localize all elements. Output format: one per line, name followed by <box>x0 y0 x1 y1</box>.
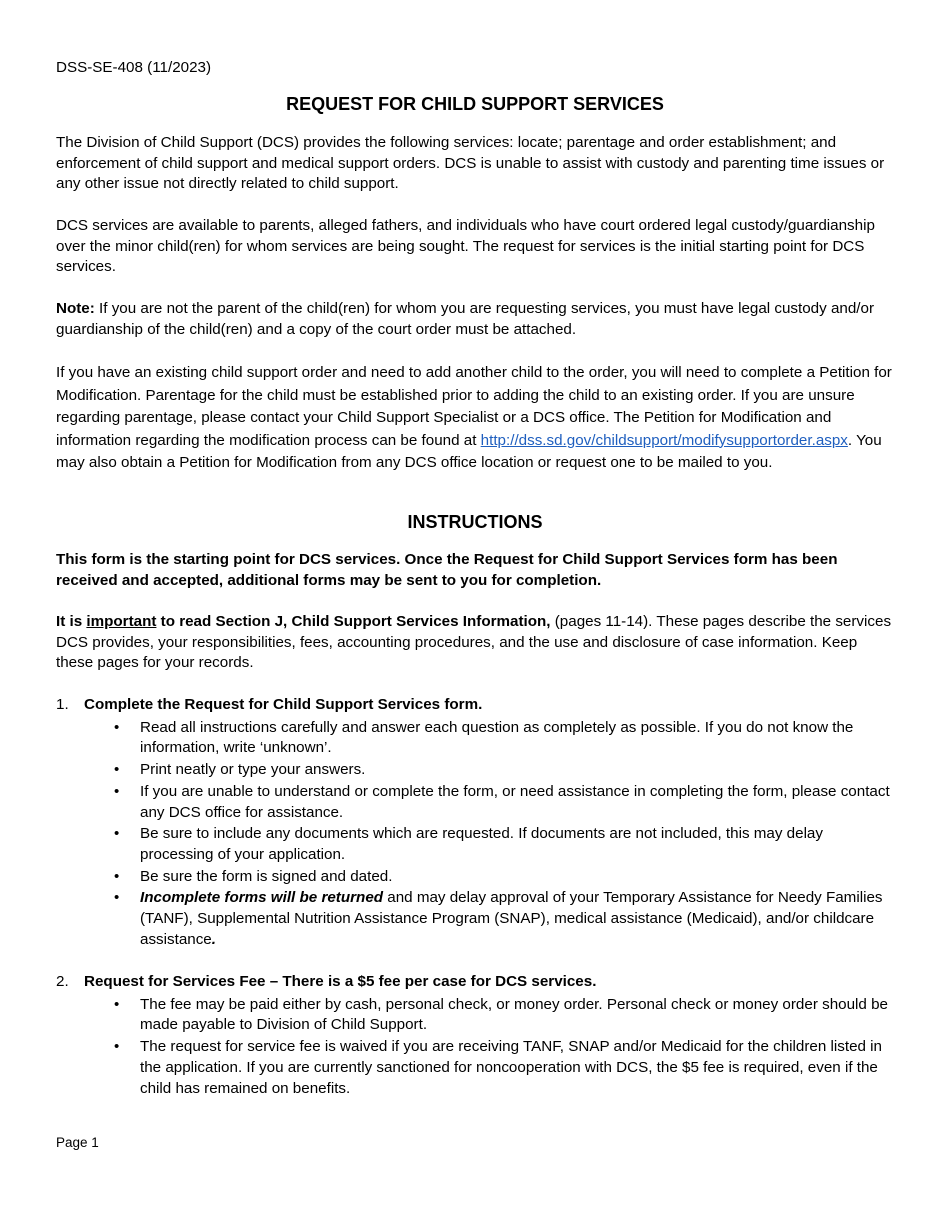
item-number: 2. <box>56 973 69 990</box>
note-label: Note: <box>56 300 95 317</box>
form-code: DSS-SE-408 (11/2023) <box>56 59 212 76</box>
page-title: REQUEST FOR CHILD SUPPORT SERVICES <box>286 94 664 114</box>
list-item: • Be sure to include any documents which are requested. If documents are not included, this may delay processing of your application. <box>114 825 823 863</box>
bullet-icon: • <box>114 761 120 779</box>
bullet-icon: • <box>114 995 120 1013</box>
list-item: • If you are unable to understand or complete the form, or need assistance in completing the form, please contact any DCS office for assistance. <box>114 782 890 821</box>
instructions-heading: INSTRUCTIONS <box>407 512 543 532</box>
instruction-item-2 <box>56 972 894 1100</box>
intro-paragraph-eligibility: DCS services are available to parents, alleged fathers, and individuals who have court ordered legal custody/guardianship over the minor child(ren) for whom services are being sought. The request for services is the initial starting point for DCS services. <box>56 217 875 276</box>
document-page <box>56 0 894 1230</box>
list-item: • Be sure the form is signed and dated. <box>56 867 894 888</box>
instruction-item-1 <box>56 695 894 951</box>
important-paragraph <box>56 612 894 674</box>
bullet-icon: • <box>114 1038 120 1056</box>
list-item: • The request for service fee is waived if you are receiving TANF, SNAP and/or Medicaid for the children listed in the application. If you are currently sanctioned for noncooperation with DCS, the $5 fee is required, even if the child has remained on benefits. <box>114 1038 883 1097</box>
item-number: 1. <box>56 696 69 713</box>
bullet-icon: • <box>114 889 120 907</box>
intro-paragraph-services: The Division of Child Support (DCS) provides the following services: locate; parentage and order establishment; and enforcement of child support and medical support orders. DCS is unable to assist with custody and parenting time issues or any other issue not directly related to child support. <box>56 134 885 193</box>
important-word: important <box>86 613 157 630</box>
important-rest: (pages 11-14). These pages describe the services DCS provides, your responsibilities, fees, accounting procedures, and the use and disclosure of case information. Keep these pages for your records. <box>56 613 892 672</box>
bullet-list <box>56 995 894 1100</box>
list-item: • Print neatly or type your answers. <box>56 760 894 781</box>
bullet-icon: • <box>114 825 120 843</box>
important-prefix: It is <box>56 613 87 630</box>
starting-point-paragraph: This form is the starting point for DCS services. Once the Request for Child Support Services form has been received and accepted, additional forms may be sent to you for completion. <box>56 551 838 589</box>
item-heading: Request for Services Fee – There is a $5 fee per case for DCS services. <box>84 973 597 990</box>
section-j-reference: to read Section J, Child Support Services Information, <box>156 613 551 630</box>
list-item: • The fee may be paid either by cash, personal check, or money order. Personal check or money order should be made payable to Division of Child Support. <box>114 995 888 1034</box>
bullet-list <box>56 718 894 951</box>
page-number: Page 1 <box>56 1135 99 1150</box>
list-item: • Read all instructions carefully and answer each question as completely as possible. If you do not know the information, write ‘unknown’. <box>114 718 854 757</box>
item-heading: Complete the Request for Child Support Services form. <box>84 696 483 713</box>
note-text: If you are not the parent of the child(ren) for whom you are requesting services, you must have legal custody and/or guardianship of the child(ren) and a copy of the court order must be attached. <box>56 300 875 338</box>
bullet-icon: • <box>114 867 120 885</box>
note-paragraph <box>56 299 894 340</box>
modification-text: If you have an existing child support order and need to add another child to the order, you will need to complete a Petition for Modification. Parentage for the child must be established prior to adding the child to an existing order. If you are unsure regarding parentage, please contact your Child Support Specialist or a DCS office. The Petition for Modification and information regarding the modification process can be found at <box>56 364 892 449</box>
modification-text-end: . You may also obtain a Petition for Modification from any DCS office location or request one to be mailed to you. <box>56 431 882 472</box>
bullet-icon: • <box>114 718 120 736</box>
list-item: • Incomplete forms will be returned and may delay approval of your Temporary Assistance for Needy Families (TANF), Supplemental Nutrition Assistance Program (SNAP), medical assistance (Medicaid), and/or childcare assistance. <box>114 889 883 948</box>
modify-support-order-link[interactable]: http://dss.sd.gov/childsupport/modifysupportorder.aspx <box>480 431 848 449</box>
modification-paragraph <box>56 362 894 475</box>
incomplete-warning: Incomplete forms will be returned <box>140 889 384 907</box>
bullet-icon: • <box>114 782 120 800</box>
